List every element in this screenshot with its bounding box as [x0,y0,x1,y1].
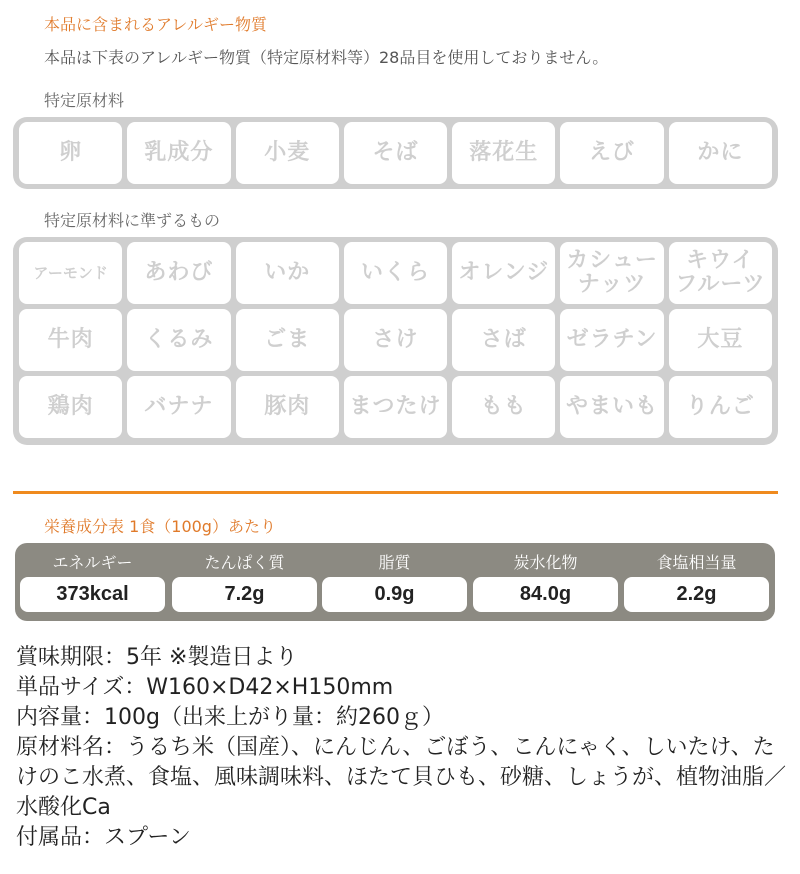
nutrition-label: 食塩相当量 [656,553,737,572]
allergen-cell: くるみ [127,309,230,371]
allergen-cell: やまいも [560,376,663,438]
allergen-cell: 豚肉 [236,376,339,438]
allergy-description: 本品は下表のアレルギー物質（特定原材料等）28品目を使用しておりません。 [44,48,609,67]
nutrition-title: 栄養成分表 1食（100g）あたり [44,517,276,536]
specified-items-panel [13,117,778,189]
ingredients: 原材料名：うるち米（国産）、にんじん、ごぼう、こんにゃく、しいたけ、たけのこ水煮、食塩、風味調味料、ほたて貝ひも、砂糖、しょうが、植物油脂／水酸化Ca [16,735,787,820]
allergen-cell: あわび [127,242,230,304]
nutrition-value: 373kcal [20,577,165,612]
allergen-cell: そば [344,122,447,184]
shelf-life: 賞味期限：5年 ※製造日より [16,645,298,670]
nutrition-item [624,543,769,612]
nutrition-item [172,543,317,612]
product-info [16,643,786,853]
allergy-title: 本品に含まれるアレルギー物質 [44,15,267,34]
nutrition-item [20,543,165,612]
related-items-grid [19,242,772,438]
allergen-cell: いくら [344,242,447,304]
allergen-cell: 落花生 [452,122,555,184]
allergen-cell: 牛肉 [19,309,122,371]
allergen-cell: 卵 [19,122,122,184]
nutrition-label: たんぱく質 [204,553,285,572]
allergen-cell: いか [236,242,339,304]
product-size: 単品サイズ：W160×D42×H150mm [16,675,394,700]
nutrition-value: 2.2g [624,577,769,612]
nutrition-label: エネルギー [52,553,133,572]
allergen-cell: バナナ [127,376,230,438]
allergen-cell: かに [669,122,772,184]
allergen-cell: 小麦 [236,122,339,184]
nutrition-label: 炭水化物 [513,553,578,572]
nutrition-value: 84.0g [473,577,618,612]
content-amount: 内容量：100g（出来上がり量：約260ｇ） [16,705,444,730]
specified-label: 特定原材料 [44,91,125,110]
allergen-cell: 乳成分 [127,122,230,184]
allergen-cell: りんご [669,376,772,438]
nutrition-panel [15,543,775,621]
allergen-cell: さけ [344,309,447,371]
related-label: 特定原材料に準ずるもの [44,211,221,230]
allergen-cell: もも [452,376,555,438]
allergen-cell: アーモンド [19,242,122,304]
allergen-cell: まつたけ [344,376,447,438]
nutrition-item [473,543,618,612]
allergen-cell: えび [560,122,663,184]
allergen-cell: さば [452,309,555,371]
nutrition-value: 0.9g [322,577,467,612]
allergen-cell: オレンジ [452,242,555,304]
section-divider [13,491,778,494]
nutrition-label: 脂質 [378,553,411,572]
allergen-cell: カシュー ナッツ [560,242,663,304]
allergen-cell: キウイ フルーツ [669,242,772,304]
related-items-panel [13,237,778,445]
nutrition-value: 7.2g [172,577,317,612]
allergen-cell: ごま [236,309,339,371]
specified-items-grid [19,122,772,184]
nutrition-item [322,543,467,612]
allergen-cell: ゼラチン [560,309,663,371]
accessory: 付属品：スプーン [16,825,191,850]
allergen-cell: 鶏肉 [19,376,122,438]
allergen-cell: 大豆 [669,309,772,371]
